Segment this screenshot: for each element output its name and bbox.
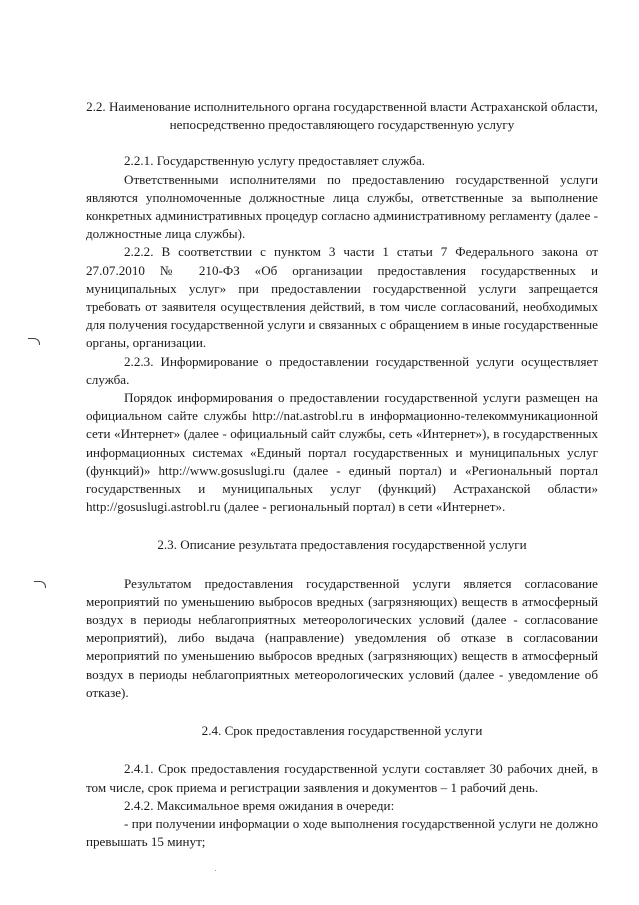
paragraph: 2.2.2. В соответствии с пунктом 3 части 1 статьи 7 Федерального закона от 27.07.2010 № 210-ФЗ «Об организации предоставления государственных и муниципальных услуг» при предоставлении государственной услуги запрещается требовать от заявителя осуществления действий, в том числе согласований, необходимых для получения государственной услуги и связанных с обращением в иные государственные органы, организации. xyxy=(86,244,598,351)
paragraph: 2.2.1. Государственную услугу предоставляет служба. xyxy=(124,153,426,169)
paragraph: Ответственными исполнителями по предоставлению государственной услуги являются уполномоченные должностные лица службы, ответственные за выполнение конкретных административных процедур согласно административному регламенту (далее - должностные лица службы). xyxy=(86,171,598,242)
paragraph: Результатом предоставления государственной услуги является согласование мероприятий по уменьшению выбросов вредных (загрязняющих) веществ в атмосферный воздух в периоды неблагоприятных метеорологических условий (далее - согласование мероприятий), либо выдача (направление) уведомления об отказе в согласовании мероприятий по уменьшению выбросов вредных (загрязняющих) веществ в атмосферный воздух в периоды неблагоприятных метеорологических условий (далее - уведомление об отказе). xyxy=(86,575,598,700)
scan-speck xyxy=(215,870,216,871)
document-body xyxy=(86,98,598,851)
paragraph: 2.4.1. Срок предоставления государственной услуги составляет 30 рабочих дней, в том числе, срок приема и регистрации заявления и документов – 1 рабочий день. xyxy=(86,761,598,795)
section-heading-2-4: 2.4. Срок предоставления государственной услуги xyxy=(201,723,483,739)
paragraph: - при получении информации о ходе выполнения государственной услуги не должно превышать 15 минут; xyxy=(86,815,598,850)
paragraph: 2.4.2. Максимальное время ожидания в очереди: xyxy=(124,797,395,813)
section-heading-2-2: 2.2. Наименование исполнительного органа государственной власти Астраханской области, непосредственно предоставляющего государственную услугу xyxy=(86,99,598,133)
punch-hole-mark xyxy=(34,581,46,588)
paragraph: Порядок информирования о предоставлении государственной услуги размещен на официальном сайте службы http://nat.astrobl.ru в информационно-телекоммуникационной сети «Интернет» (далее - официальный сайт службы, сеть «Интернет»), в государственных информационных системах «Единый портал государственных и муниципальных услуг (функций)» http://www.gosuslugi.ru (далее - единый портал) и «Региональный портал государственных и муниципальных услуг (функций) Астраханской области» http://gosuslugi.astrobl.ru (далее - региональный портал) в сети «Интернет». xyxy=(86,390,598,515)
punch-hole-mark xyxy=(28,338,40,345)
section-heading-2-3: 2.3. Описание результата предоставления государственной услуги xyxy=(157,537,527,553)
paragraph: 2.2.3. Информирование о предоставлении государственной услуги осуществляет служба. xyxy=(86,353,598,387)
